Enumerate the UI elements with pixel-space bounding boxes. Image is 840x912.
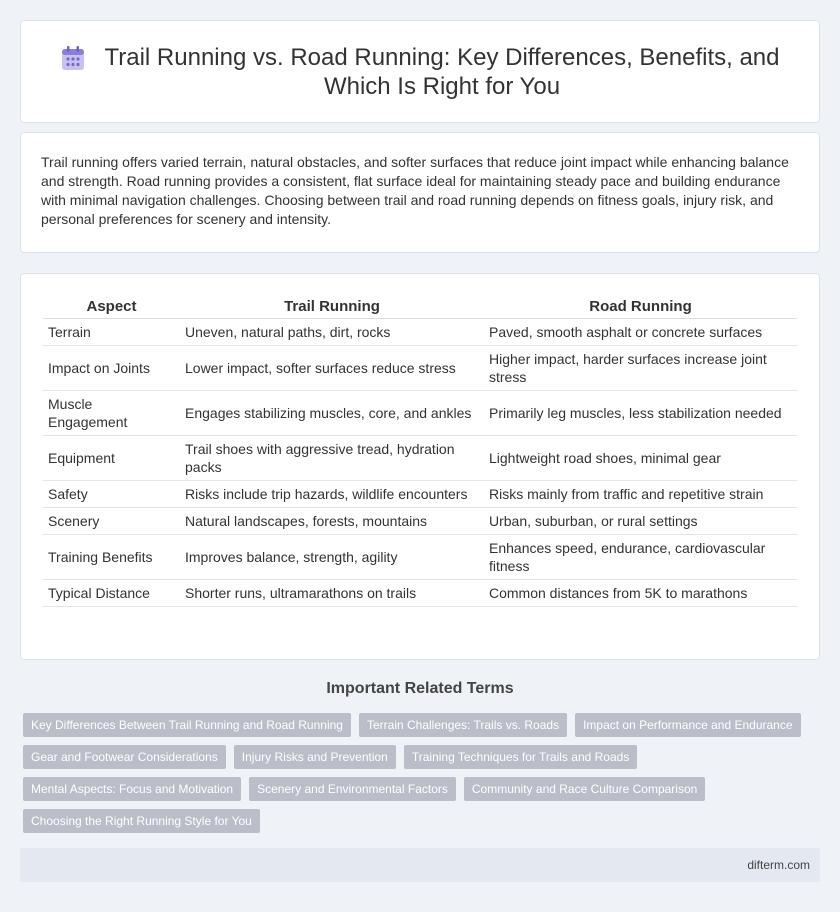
column-header-road: Road Running bbox=[484, 296, 797, 318]
table-cell-trail: Lower impact, softer surfaces reduce stress bbox=[180, 345, 484, 390]
related-term-tag[interactable]: Terrain Challenges: Trails vs. Roads bbox=[359, 713, 567, 737]
related-term-tag[interactable]: Scenery and Environmental Factors bbox=[249, 777, 456, 801]
related-term-tag[interactable]: Impact on Performance and Endurance bbox=[575, 713, 800, 737]
header-card bbox=[20, 20, 820, 123]
related-terms-list bbox=[23, 713, 823, 833]
table-cell-road: Urban, suburban, or rural settings bbox=[484, 507, 797, 534]
table-cell-road: Paved, smooth asphalt or concrete surfaces bbox=[484, 318, 797, 345]
related-term-tag[interactable]: Gear and Footwear Considerations bbox=[23, 745, 226, 769]
footer-bar bbox=[20, 848, 820, 882]
table-cell-trail: Risks include trip hazards, wildlife encounters bbox=[180, 480, 484, 507]
table-row bbox=[43, 435, 797, 480]
table-cell-trail: Trail shoes with aggressive tread, hydration packs bbox=[180, 435, 484, 480]
table-row bbox=[43, 507, 797, 534]
table-cell-road: Common distances from 5K to marathons bbox=[484, 579, 797, 606]
table-row bbox=[43, 345, 797, 390]
calendar-icon bbox=[58, 44, 88, 74]
table-cell-trail: Engages stabilizing muscles, core, and ankles bbox=[180, 390, 484, 435]
related-term-tag[interactable]: Key Differences Between Trail Running and Road Running bbox=[23, 713, 351, 737]
table-cell-aspect: Safety bbox=[43, 480, 180, 507]
related-terms-heading: Important Related Terms bbox=[326, 680, 514, 697]
related-term-tag[interactable]: Mental Aspects: Focus and Motivation bbox=[23, 777, 241, 801]
column-header-trail: Trail Running bbox=[180, 296, 484, 318]
column-header-aspect: Aspect bbox=[43, 296, 180, 318]
table-cell-road: Lightweight road shoes, minimal gear bbox=[484, 435, 797, 480]
intro-card bbox=[20, 132, 820, 253]
related-term-tag[interactable]: Community and Race Culture Comparison bbox=[464, 777, 705, 801]
table-header-row bbox=[43, 296, 797, 318]
title-wrap bbox=[58, 43, 782, 101]
table-cell-aspect: Scenery bbox=[43, 507, 180, 534]
table-cell-trail: Shorter runs, ultramarathons on trails bbox=[180, 579, 484, 606]
table-cell-aspect: Training Benefits bbox=[43, 534, 180, 579]
table-cell-trail: Natural landscapes, forests, mountains bbox=[180, 507, 484, 534]
related-term-tag[interactable]: Training Techniques for Trails and Roads bbox=[404, 745, 637, 769]
table-cell-trail: Improves balance, strength, agility bbox=[180, 534, 484, 579]
intro-paragraph: Trail running offers varied terrain, natural obstacles, and softer surfaces that reduce joint impact while enhancing balance and strength. Road running provides a consistent, flat surface ideal for maintaining steady pace and building endurance with minimal navigation challenges. Choosing between trail and road running depends on fitness goals, injury risk, and personal preferences for scenery and intensity. bbox=[41, 154, 789, 227]
table-row bbox=[43, 579, 797, 606]
page-title: Trail Running vs. Road Running: Key Differences, Benefits, and Which Is Right for You bbox=[104, 43, 780, 100]
table-cell-aspect: Impact on Joints bbox=[43, 345, 180, 390]
table-cell-road: Enhances speed, endurance, cardiovascular fitness bbox=[484, 534, 797, 579]
table-cell-trail: Uneven, natural paths, dirt, rocks bbox=[180, 318, 484, 345]
comparison-table-card bbox=[20, 273, 820, 660]
footer-site-name: difterm.com bbox=[747, 858, 810, 872]
table-cell-road: Higher impact, harder surfaces increase joint stress bbox=[484, 345, 797, 390]
related-term-tag[interactable]: Choosing the Right Running Style for You bbox=[23, 809, 260, 833]
related-term-tag[interactable]: Injury Risks and Prevention bbox=[234, 745, 396, 769]
table-cell-aspect: Terrain bbox=[43, 318, 180, 345]
table-cell-road: Primarily leg muscles, less stabilization needed bbox=[484, 390, 797, 435]
table-row bbox=[43, 390, 797, 435]
table-cell-aspect: Muscle Engagement bbox=[43, 390, 180, 435]
table-row bbox=[43, 318, 797, 345]
table-row bbox=[43, 534, 797, 579]
table-cell-aspect: Typical Distance bbox=[43, 579, 180, 606]
table-cell-road: Risks mainly from traffic and repetitive strain bbox=[484, 480, 797, 507]
table-cell-aspect: Equipment bbox=[43, 435, 180, 480]
comparison-table bbox=[43, 296, 797, 607]
table-row bbox=[43, 480, 797, 507]
